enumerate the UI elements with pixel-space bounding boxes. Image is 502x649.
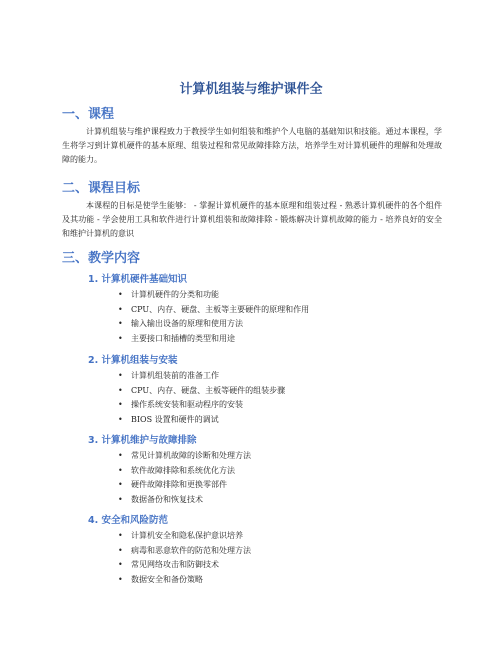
bullet-icon: • [118,480,123,489]
bullet-icon: • [118,465,123,475]
bullet-icon: • [118,333,123,343]
document-title: 计算机组装与维护课件全 [179,82,323,97]
section-heading-course: 一、课程 [62,107,115,122]
subsection-list-1 [0,288,502,346]
bullet-icon: • [118,400,123,409]
list-item: • CPU、内存、硬盘、主板等主要硬件的原理和作用 [0,303,502,318]
list-item: • 常见网络攻击和防御技术 [0,558,502,573]
list-item: • 常见计算机故障的诊断和处理方法 [0,449,502,464]
subsection-list-2 [0,369,502,427]
list-item: • 计算机组装前的准备工作 [0,369,502,384]
subsection-list-4 [0,529,502,587]
list-item: • 数据备份和恢复技术 [0,493,502,508]
section-paragraph-goals: 本课程的目标是使学生能够： - 掌握计算机硬件的基本原理和组装过程 - 熟悉计算机硬件的各个组件及其功能 - 学会使用工具和软件进行计算机组装和故障排除 - 锻炼解决计算机故障的能力 - 培养良好的安全和维护计算机的意识 [62,201,442,238]
bullet-icon: • [118,451,123,460]
bullet-icon: • [118,371,123,380]
list-item: • 计算机硬件的分类和功能 [0,288,502,303]
subsection-heading-1: 1. 计算机硬件基础知识 [88,274,188,285]
list-item: • 病毒和恶意软件的防范和处理方法 [0,544,502,559]
bullet-icon: • [118,574,123,584]
subsection-heading-2: 2. 计算机组装与安装 [88,355,178,366]
section-heading-content: 三、教学内容 [62,251,141,266]
bullet-icon: • [118,531,123,540]
list-item: • 操作系统安装和驱动程序的安装 [0,398,502,413]
list-item: • 输入输出设备的原理和使用方法 [0,317,502,332]
list-item: • 主要接口和插槽的类型和用途 [0,332,502,347]
bullet-icon: • [118,319,123,328]
section-paragraph-course: 计算机组装与维护课程致力于教授学生如何组装和维护个人电脑的基础知识和技能。通过本课程，学生将学习到计算机硬件的基本原理、组装过程和常见故障排除方法，培养学生对计算机硬件的理解和处理故障的能力。 [62,127,442,164]
list-item: • 数据安全和备份策略 [0,573,502,588]
subsection-heading-3: 3. 计算机维护与故障排除 [88,435,197,446]
list-item: • 软件故障排除和系统优化方法 [0,464,502,479]
bullet-icon: • [118,290,123,299]
bullet-icon: • [118,414,123,424]
bullet-icon: • [118,385,123,395]
bullet-icon: • [118,560,123,569]
list-item: • BIOS 设置和硬件的调试 [0,413,502,428]
list-item: • 硬件故障排除和更换零部件 [0,478,502,493]
list-item: • 计算机安全和隐私保护意识培养 [0,529,502,544]
subsection-list-3 [0,449,502,507]
bullet-icon: • [118,545,123,555]
subsection-heading-4: 4. 安全和风险防范 [88,515,169,526]
bullet-icon: • [118,304,123,314]
bullet-icon: • [118,494,123,504]
list-item: • CPU、内存、硬盘、主板等硬件的组装步骤 [0,384,502,399]
section-heading-goals: 二、课程目标 [62,181,141,196]
